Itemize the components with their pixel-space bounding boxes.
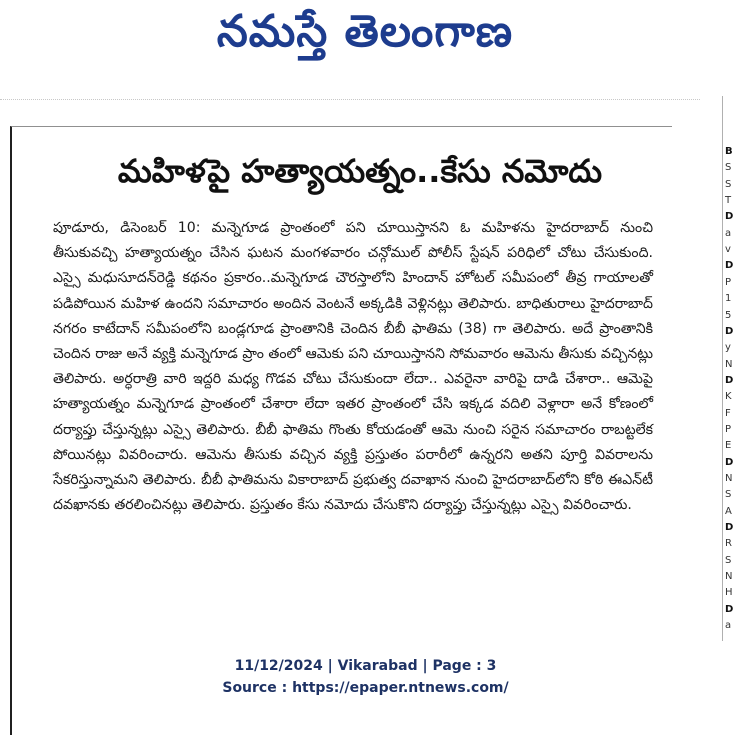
strip-char: D [725, 522, 733, 533]
article-body: పూడూరు, డిసెంబర్ 10: మన్నెగూడ ప్రాంతంలో పని చూయిస్తానని ఓ మహిళను హైదరాబాద్ నుంచి తీసుకువచ్చి హత్యాయత్నం చేసిన ఘటన మంగళవారం చన్గోముల్ పోలీస్ స్టేషన్ పరిధిలో చోటు చేసుకుంది. ఎస్సై మధుసూదన్‌రెడ్డి కథనం ప్రకారం..మన్నెగూడ చౌరస్తాలోని హిందాన్ హోటల్ సమీపంలో తీవ్ర గాయాలతో పడిపోయిన మహిళ ఉందని సమాచారం అందిన వెంటనే అక్కడికి వెళ్లినట్లు తెలిపారు. బాధితురాలు హైదరాబాద్ నగరం కాటేదాన్ సమీపంలోని బండ్లగూడ ప్రాంతానికి చెందిన బీబీ ఫాతిమ (38) గా తెలిపారు. అదే ప్రాంతానికి చెందిన రాజు అనే వ్యక్తి మన్నెగూడ ప్రాం తంలో ఆమెకు పని చూయిస్తానని సోమవారం ఆమెను తీసుకు వచ్చినట్లు తెలిపారు. అర్ధరాత్రి వారి ఇద్దరి మధ్య గొడవ చోటు చేసుకుందా లేదా.. ఎవరైనా వారిపై దాడి చేశారా.. ఆమెపై హత్యాయత్నం మన్నెగూడ ప్రాంతంలో చేశారా లేదా ఇతర ప్రాంతంలో చేసి ఇక్కడ వదిలి వెళ్లారా అనే కోణంలో దర్యాప్తు చేస్తున్నట్లు ఎస్సై తెలిపారు. బీబీ ఫాతిమ గొంతు కోయడంతో ఆమె నుంచి సరైన సమాచారం రాబట్టలేక పోయినట్లు వివరించారు. ఆమెను తీసుకు వచ్చిన వ్యక్తి ప్రస్తుతం పరారీలో ఉన్నరని అతని పూర్తి వివరాలను సేకరిస్తున్నామని తెలిపారు. బీబీ ఫాతిమను వికారాబాద్ ప్రభుత్వ దవాఖాన నుంచి హైదరాబాద్‌లోని కోఠి ఈఎన్‌టీ దవఖానకు తరలించినట్లు తెలిపారు. ప్రస్తుతం కేసు నమోదు చేసుకొని దర్యాప్తు చేస్తున్నట్లు ఎస్సై వివరించారు. [53, 220, 653, 514]
strip-char: N [725, 473, 733, 484]
strip-char: N [725, 359, 733, 370]
strip-char: H [725, 587, 733, 598]
strip-char: a [725, 620, 732, 631]
article-headline: మహిళపై హత్యాయత్నం..కేసు నమోదు [117, 152, 603, 190]
strip-char: D [725, 375, 733, 386]
strip-char: P [725, 277, 732, 288]
footer [0, 655, 731, 699]
strip-char: 5 [725, 310, 732, 321]
strip-char: A [725, 506, 732, 517]
strip-char: N [725, 571, 733, 582]
strip-char: S [725, 489, 732, 500]
source-link[interactable]: Source : https://epaper.ntnews.com/ [222, 680, 509, 696]
strip-char: D [725, 326, 733, 337]
strip-char: 1 [725, 293, 732, 304]
strip-char: F [725, 408, 731, 419]
adjacent-column-strip [722, 96, 732, 641]
strip-char: D [725, 260, 733, 271]
strip-char: D [725, 211, 733, 222]
strip-char: P [725, 424, 732, 435]
date-edition-page: 11/12/2024 | Vikarabad | Page : 3 [234, 658, 497, 674]
strip-char: T [725, 195, 732, 206]
strip-char: K [725, 391, 732, 402]
strip-char: D [725, 604, 733, 615]
divider [0, 99, 700, 100]
strip-char: S [725, 179, 732, 190]
strip-char: v [725, 244, 731, 255]
strip-char: y [725, 342, 731, 353]
strip-char: S [725, 555, 732, 566]
newspaper-logo: నమస్తే తెలంగాణ [216, 6, 514, 57]
strip-char: S [725, 162, 732, 173]
strip-char: B [725, 146, 733, 157]
news-clipping [0, 96, 710, 644]
strip-char: R [725, 538, 732, 549]
strip-char: E [725, 440, 732, 451]
strip-char: D [725, 457, 733, 468]
strip-char: a [725, 228, 732, 239]
masthead [0, 0, 731, 78]
